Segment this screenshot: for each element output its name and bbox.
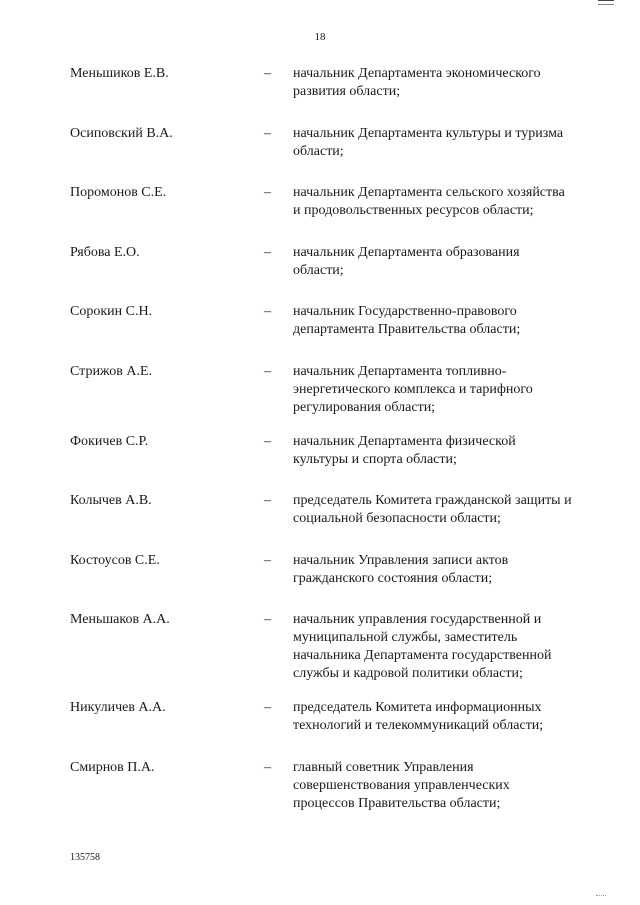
entry-dash: – <box>264 760 271 775</box>
description-line: энергетического комплекса и тарифного <box>293 382 533 397</box>
position-description <box>293 125 603 161</box>
position-description <box>293 303 603 339</box>
description-line: регулирования области; <box>293 400 436 415</box>
description-line: совершенствования управленческих <box>293 778 510 793</box>
person-name: Поромонов С.Е. <box>70 185 167 200</box>
position-description <box>293 699 603 735</box>
person-name: Осиповский В.А. <box>70 126 173 141</box>
description-line: социальной безопасности области; <box>293 511 501 526</box>
description-line: службы и кадровой политики области; <box>293 666 523 681</box>
entry-dash: – <box>264 700 271 715</box>
corner-mark <box>598 0 614 5</box>
entry-dash: – <box>264 304 271 319</box>
person-name: Костоусов С.Е. <box>70 553 160 568</box>
description-line: технологий и телекоммуникаций области; <box>293 718 544 733</box>
description-line: департамента Правительства области; <box>293 322 521 337</box>
footer-dots <box>596 895 606 897</box>
description-line: начальник управления государственной и <box>293 612 542 627</box>
person-name: Стрижов А.Е. <box>70 364 153 379</box>
position-description <box>293 433 603 469</box>
position-description <box>293 244 603 280</box>
description-line: начальник Департамента образования <box>293 245 520 260</box>
person-name: Колычев А.В. <box>70 493 152 508</box>
description-line: председатель Комитета информационных <box>293 700 542 715</box>
entry-dash: – <box>264 66 271 81</box>
description-line: области; <box>293 263 344 278</box>
page-number: 18 <box>314 31 326 43</box>
entry-dash: – <box>264 126 271 141</box>
entry-dash: – <box>264 612 271 627</box>
description-line: гражданского состояния области; <box>293 571 493 586</box>
entry-dash: – <box>264 553 271 568</box>
entry-dash: – <box>264 434 271 449</box>
description-line: главный советник Управления <box>293 760 474 775</box>
description-line: муниципальной службы, заместитель <box>293 630 518 645</box>
position-description <box>293 611 603 683</box>
entry-dash: – <box>264 364 271 379</box>
person-name: Смирнов П.А. <box>70 760 155 775</box>
person-name: Никуличев А.А. <box>70 700 166 715</box>
description-line: и продовольственных ресурсов области; <box>293 203 534 218</box>
description-line: председатель Комитета гражданской защиты и <box>293 493 572 508</box>
description-line: начальник Государственно-правового <box>293 304 517 319</box>
position-description <box>293 184 603 220</box>
description-line: области; <box>293 144 344 159</box>
description-line: начальник Департамента физической <box>293 434 516 449</box>
position-description <box>293 759 603 813</box>
description-line: начальник Департамента экономического <box>293 66 541 81</box>
person-name: Меньшаков А.А. <box>70 612 170 627</box>
document-code: 135758 <box>70 852 100 863</box>
description-line: начальника Департамента государственной <box>293 648 552 663</box>
position-description <box>293 552 603 588</box>
entry-dash: – <box>264 185 271 200</box>
description-line: начальник Департамента сельского хозяйства <box>293 185 565 200</box>
description-line: начальник Департамента топливно- <box>293 364 507 379</box>
description-line: процессов Правительства области; <box>293 796 501 811</box>
description-line: культуры и спорта области; <box>293 452 457 467</box>
person-name: Фокичев С.Р. <box>70 434 149 449</box>
entry-dash: – <box>264 493 271 508</box>
person-name: Рябова Е.О. <box>70 245 140 260</box>
description-line: начальник Управления записи актов <box>293 553 509 568</box>
position-description <box>293 65 603 101</box>
entry-dash: – <box>264 245 271 260</box>
position-description <box>293 363 603 417</box>
person-name: Сорокин С.Н. <box>70 304 153 319</box>
description-line: развития области; <box>293 84 401 99</box>
description-line: начальник Департамента культуры и туризма <box>293 126 564 141</box>
person-name: Меньшиков Е.В. <box>70 66 169 81</box>
position-description <box>293 492 603 528</box>
